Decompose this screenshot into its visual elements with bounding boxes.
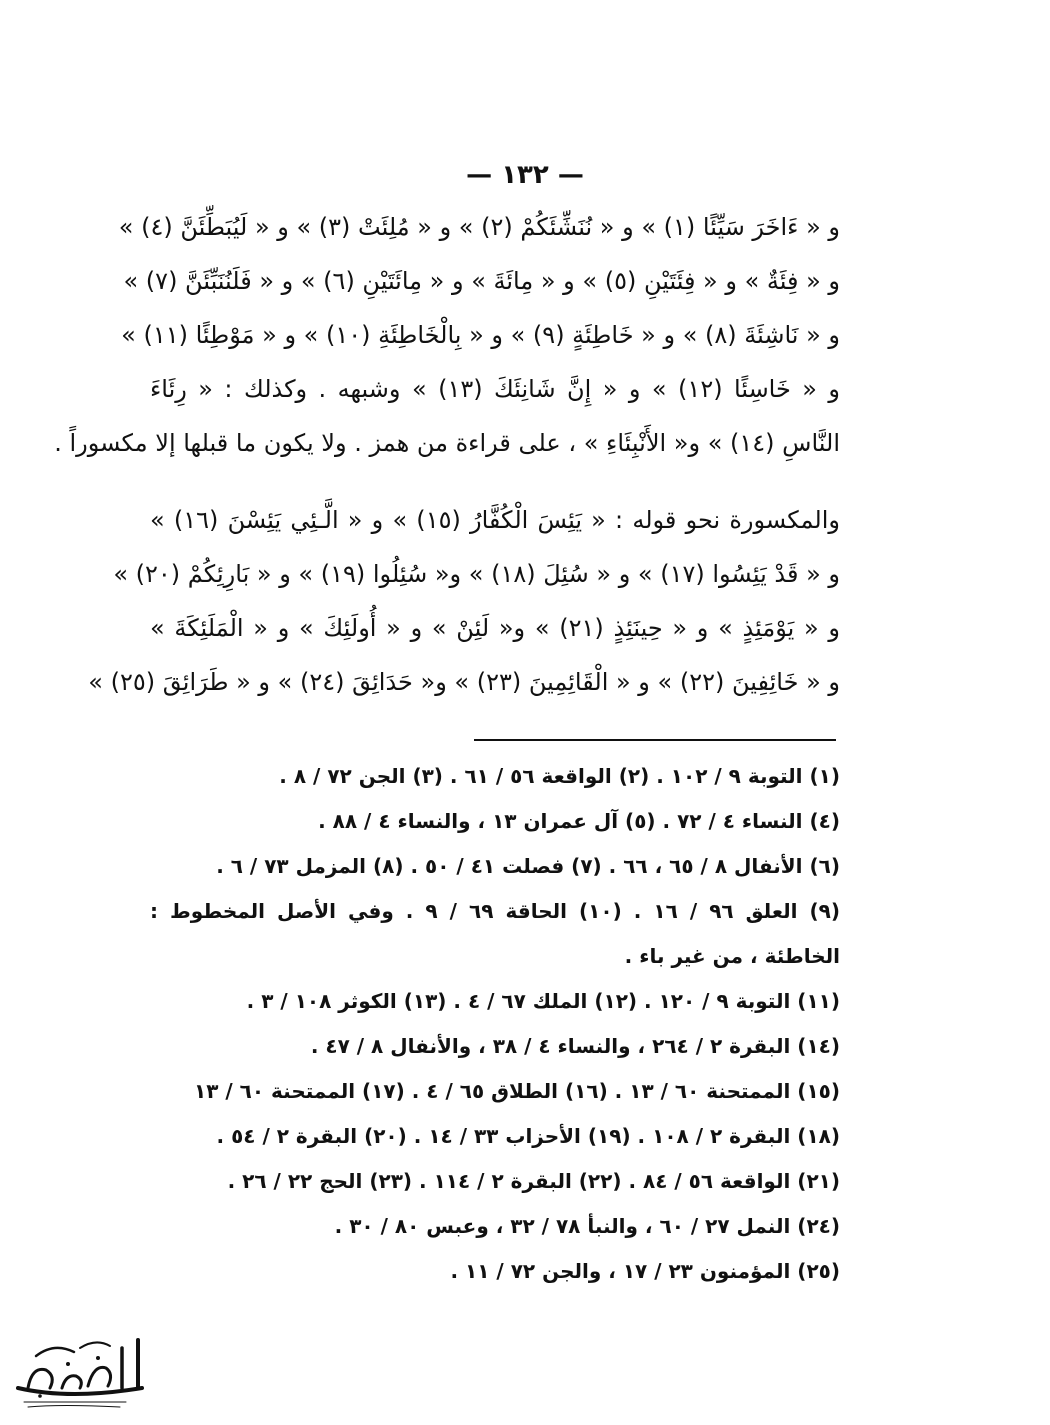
text-line: والمكسورة نحو قوله : « يَئِسَ الْكُفَّارُ (١٥) » و « الَّـئِي يَئِسْنَ (١٦) » xyxy=(150,506,840,534)
text-line: و « خَائِفِينَ (٢٢) » و « الْقَائِمِينَ (٢٣) » و« حَدَائِقَ (٢٤) » و « طَرَائِقَ (٢٥) » xyxy=(88,668,840,696)
footnote-line: (٤) النساء ٤ / ٧٢ . (٥) آل عمران ١٣ ، والنساء ٤ / ٨٨ . xyxy=(318,809,840,833)
footnote-divider xyxy=(474,739,836,741)
calligraphic-seal-icon xyxy=(10,1330,150,1415)
footnote-line: (٢١) الواقعة ٥٦ / ٨٤ . (٢٢) البقرة ٢ / ١١٤ . (٢٣) الحج ٢٢ / ٢٦ . xyxy=(227,1169,840,1193)
text-line: و « ءَاخَرَ سَيِّئًا (١) » و « نُنَشِّئَكُمْ (٢) » و « مُلِئَتْ (٣) » و « لَيُبَطِّئَنَّ (٤) » xyxy=(118,213,840,241)
footnotes xyxy=(150,754,840,1294)
text-line: و « يَوْمَئِذٍ » و « حِينَئِذٍ (٢١) » و« لَئِنْ » و « أُولَئِكَ » و « الْمَلَئِكَةَ » xyxy=(150,614,840,642)
footnote-line: (١٤) البقرة ٢ / ٢٦٤ ، والنساء ٤ / ٣٨ ، والأنفال ٨ / ٤٧ . xyxy=(310,1034,840,1058)
text-line: و « قَدْ يَئِسُوا (١٧) » و « سُئِلَ (١٨) » و« سُئِلُوا (١٩) » و « بَارِئِكُمْ (٢٠) » xyxy=(113,560,840,588)
footnote-line: (٢٤) النمل ٢٧ / ٦٠ ، والنبأ ٧٨ / ٣٢ ، وعبس ٨٠ / ٣٠ . xyxy=(334,1214,840,1238)
text-line: و « نَاشِئَةَ (٨) » و « خَاطِئَةٍ (٩) » و « بِالْخَاطِئَةِ (١٠) » و « مَوْطِئًا (١١) » xyxy=(121,321,840,349)
footnote-line: (١١) التوبة ٩ / ١٢٠ . (١٢) الملك ٦٧ / ٤ . (١٣) الكوثر ١٠٨ / ٣ . xyxy=(246,989,840,1013)
footnote-line: الخاطئة ، من غير باء . xyxy=(624,944,840,968)
footnote-line: (١٨) البقرة ٢ / ١٠٨ . (١٩) الأحزاب ٣٣ / ١٤ . (٢٠) البقرة ٢ / ٥٤ . xyxy=(216,1124,840,1148)
footnote-line: (٩) العلق ٩٦ / ١٦ . (١٠) الحاقة ٦٩ / ٩ . وفي الأصل المخطوط : xyxy=(150,899,841,923)
footnote-line: (٦) الأنفال ٨ / ٦٥ ، ٦٦ . (٧) فصلت ٤١ / ٥٠ . (٨) المزمل ٧٣ / ٦ . xyxy=(216,854,840,878)
footnote-line: (٢٥) المؤمنون ٢٣ / ١٧ ، والجن ٧٢ / ١١ . xyxy=(450,1259,840,1283)
footnote-line: (١٥) الممتحنة ٦٠ / ١٣ . (١٦) الطلاق ٦٥ / ٤ . (١٧) الممتحنة ٦٠ / ١٣ xyxy=(193,1079,840,1103)
body-paragraph-1 xyxy=(54,200,840,470)
text-line: النَّاسِ (١٤) » و« الأَنْبِئَاءِ » ، على قراءة من همز . ولا يكون ما قبلها إلا مكسوراً . xyxy=(54,429,840,457)
body-paragraph-2 xyxy=(88,493,840,709)
text-line: و « فِئَةٌ » و « فِئَتَيْنِ (٥) » و « مِائَةَ » و « مِائَتَيْنِ (٦) » و « فَلَنُنَبِّئَنَّ (٧) » xyxy=(123,267,840,295)
text-line: و « خَاسِئًا (١٢) » و « إِنَّ شَانِئَكَ (١٣) » وشبهه . وكذلك : « رِئَاءَ xyxy=(150,375,840,403)
footnote-line: (١) التوبة ٩ / ١٠٢ . (٢) الواقعة ٥٦ / ٦١ . (٣) الجن ٧٢ / ٨ . xyxy=(279,764,840,788)
page-number: — ١٣٢ — xyxy=(466,160,584,190)
